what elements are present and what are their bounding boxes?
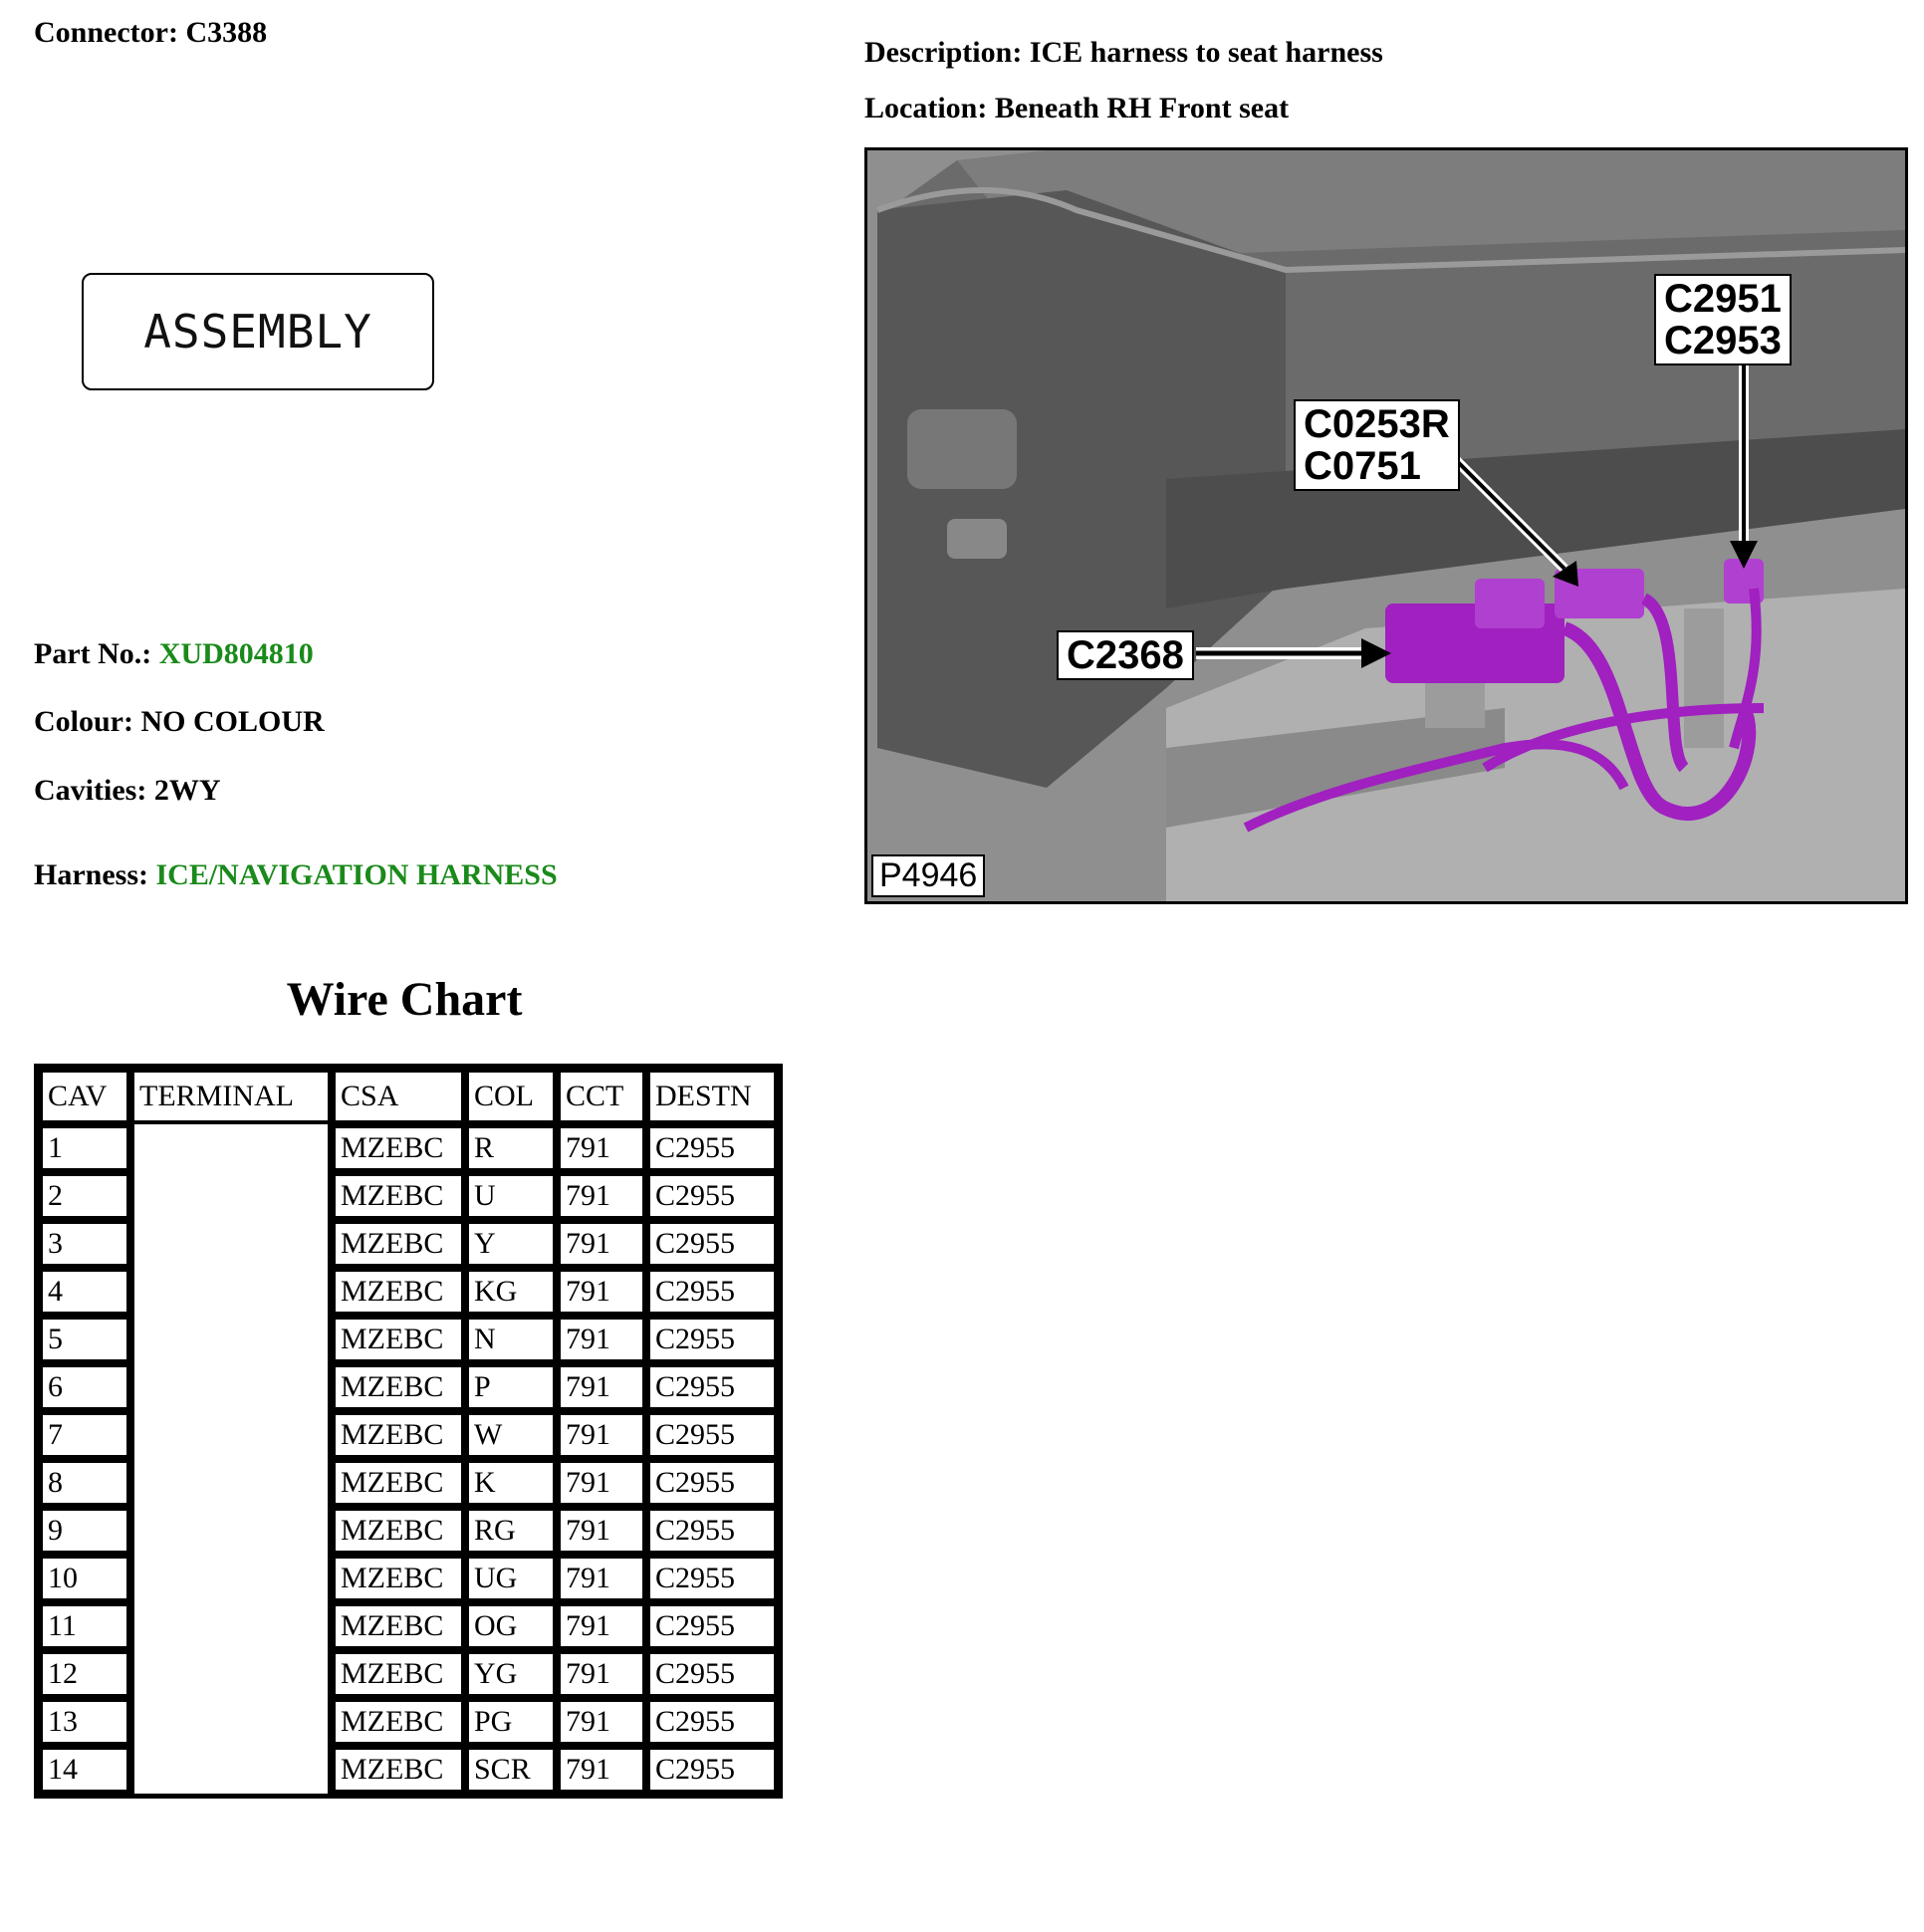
column-header-col: COL — [465, 1069, 557, 1124]
column-header-cct: CCT — [557, 1069, 646, 1124]
table-row — [39, 1268, 778, 1316]
cell-destn: C2955 — [646, 1172, 778, 1220]
cell-cav: 10 — [39, 1555, 130, 1602]
cell-cct: 791 — [557, 1698, 646, 1746]
cell-cav: 6 — [39, 1363, 130, 1411]
wire-chart-header-row — [39, 1069, 778, 1124]
cell-csa: MZEBC — [332, 1555, 465, 1602]
description-value: ICE harness to seat harness — [1029, 36, 1383, 69]
cell-col: W — [465, 1411, 557, 1459]
cell-terminal — [130, 1650, 332, 1698]
description-label: Description: — [864, 36, 1023, 69]
table-row — [39, 1602, 778, 1650]
cell-terminal — [130, 1268, 332, 1316]
column-header-cav: CAV — [39, 1069, 130, 1124]
cell-cct: 791 — [557, 1363, 646, 1411]
cell-terminal — [130, 1507, 332, 1555]
cell-col: N — [465, 1316, 557, 1363]
part-no-label: Part No.: — [34, 637, 152, 670]
connector-label: Connector: — [34, 16, 178, 49]
cell-cct: 791 — [557, 1268, 646, 1316]
cell-cav: 13 — [39, 1698, 130, 1746]
colour-field — [34, 705, 325, 739]
cell-destn: C2955 — [646, 1650, 778, 1698]
wire-chart-body — [39, 1124, 778, 1794]
table-row — [39, 1316, 778, 1363]
cell-cav: 8 — [39, 1459, 130, 1507]
cell-destn: C2955 — [646, 1459, 778, 1507]
cell-csa: MZEBC — [332, 1746, 465, 1794]
cell-col: Y — [465, 1220, 557, 1268]
cell-col: SCR — [465, 1746, 557, 1794]
cell-terminal — [130, 1411, 332, 1459]
cell-csa: MZEBC — [332, 1220, 465, 1268]
cell-col: YG — [465, 1650, 557, 1698]
callout-c2368[interactable]: C2368 — [1057, 630, 1194, 680]
cell-csa: MZEBC — [332, 1650, 465, 1698]
cell-col: UG — [465, 1555, 557, 1602]
cell-cct: 791 — [557, 1411, 646, 1459]
location-label: Location: — [864, 92, 988, 124]
cell-cct: 791 — [557, 1650, 646, 1698]
cell-cav: 1 — [39, 1124, 130, 1172]
assembly-box — [82, 273, 434, 390]
table-row — [39, 1555, 778, 1602]
cavities-value: 2WY — [153, 774, 221, 807]
table-row — [39, 1507, 778, 1555]
table-row — [39, 1411, 778, 1459]
cell-col: R — [465, 1124, 557, 1172]
cell-cct: 791 — [557, 1124, 646, 1172]
cell-terminal — [130, 1363, 332, 1411]
cell-destn: C2955 — [646, 1363, 778, 1411]
table-row — [39, 1459, 778, 1507]
cell-cav: 5 — [39, 1316, 130, 1363]
cell-col: U — [465, 1172, 557, 1220]
table-row — [39, 1363, 778, 1411]
cell-cav: 9 — [39, 1507, 130, 1555]
cell-terminal — [130, 1316, 332, 1363]
callout-c2951-c2953[interactable]: C2951 C2953 — [1654, 274, 1792, 365]
figure-id: P4946 — [871, 854, 985, 897]
cell-csa: MZEBC — [332, 1268, 465, 1316]
cavities-label: Cavities: — [34, 774, 147, 807]
cell-destn: C2955 — [646, 1316, 778, 1363]
cell-destn: C2955 — [646, 1698, 778, 1746]
cell-terminal — [130, 1124, 332, 1172]
cell-csa: MZEBC — [332, 1124, 465, 1172]
colour-value: NO COLOUR — [140, 705, 325, 738]
cell-destn: C2955 — [646, 1507, 778, 1555]
cell-terminal — [130, 1746, 332, 1794]
part-no-field — [34, 637, 314, 671]
cell-col: OG — [465, 1602, 557, 1650]
cell-col: P — [465, 1363, 557, 1411]
cell-terminal — [130, 1698, 332, 1746]
cell-cav: 3 — [39, 1220, 130, 1268]
cell-terminal — [130, 1602, 332, 1650]
seat-illustration — [867, 150, 1905, 901]
cavities-field — [34, 774, 220, 808]
cell-csa: MZEBC — [332, 1172, 465, 1220]
wire-chart-title: Wire Chart — [286, 973, 523, 1026]
cell-cct: 791 — [557, 1746, 646, 1794]
cell-col: K — [465, 1459, 557, 1507]
column-header-terminal: TERMINAL — [130, 1069, 332, 1124]
cell-terminal — [130, 1555, 332, 1602]
cell-csa: MZEBC — [332, 1459, 465, 1507]
callout-c0253r-c0751[interactable]: C0253R C0751 — [1294, 399, 1460, 491]
cell-cct: 791 — [557, 1220, 646, 1268]
cell-cav: 4 — [39, 1268, 130, 1316]
cell-cav: 11 — [39, 1602, 130, 1650]
connector-field — [34, 16, 267, 50]
column-header-destn: DESTN — [646, 1069, 778, 1124]
cell-csa: MZEBC — [332, 1411, 465, 1459]
part-no-value[interactable]: XUD804810 — [158, 637, 314, 670]
cell-cct: 791 — [557, 1459, 646, 1507]
column-header-csa: CSA — [332, 1069, 465, 1124]
cell-col: RG — [465, 1507, 557, 1555]
harness-field — [34, 858, 558, 892]
cell-cct: 791 — [557, 1172, 646, 1220]
colour-label: Colour: — [34, 705, 133, 738]
cell-destn: C2955 — [646, 1746, 778, 1794]
cell-terminal — [130, 1220, 332, 1268]
wire-chart-table — [34, 1064, 783, 1799]
cell-destn: C2955 — [646, 1602, 778, 1650]
cell-csa: MZEBC — [332, 1602, 465, 1650]
harness-value[interactable]: ICE/NAVIGATION HARNESS — [155, 858, 558, 891]
table-row — [39, 1746, 778, 1794]
cell-cav: 7 — [39, 1411, 130, 1459]
cell-terminal — [130, 1459, 332, 1507]
location-value: Beneath RH Front seat — [994, 92, 1290, 124]
cell-cct: 791 — [557, 1555, 646, 1602]
cell-col: KG — [465, 1268, 557, 1316]
cell-destn: C2955 — [646, 1555, 778, 1602]
cell-destn: C2955 — [646, 1220, 778, 1268]
cell-cav: 12 — [39, 1650, 130, 1698]
table-row — [39, 1650, 778, 1698]
location-figure — [864, 147, 1908, 904]
cell-destn: C2955 — [646, 1124, 778, 1172]
cell-destn: C2955 — [646, 1268, 778, 1316]
cell-csa: MZEBC — [332, 1363, 465, 1411]
location-field — [864, 92, 1289, 125]
cell-csa: MZEBC — [332, 1507, 465, 1555]
cell-cct: 791 — [557, 1602, 646, 1650]
cell-cav: 2 — [39, 1172, 130, 1220]
table-row — [39, 1698, 778, 1746]
cell-cct: 791 — [557, 1507, 646, 1555]
table-row — [39, 1220, 778, 1268]
cell-cav: 14 — [39, 1746, 130, 1794]
assembly-label: ASSEMBLY — [143, 305, 372, 359]
table-row — [39, 1124, 778, 1172]
description-field — [864, 36, 1383, 70]
cell-terminal — [130, 1172, 332, 1220]
connector-value: C3388 — [185, 16, 268, 49]
cell-csa: MZEBC — [332, 1316, 465, 1363]
cell-cct: 791 — [557, 1316, 646, 1363]
harness-label: Harness: — [34, 858, 148, 891]
cell-csa: MZEBC — [332, 1698, 465, 1746]
cell-destn: C2955 — [646, 1411, 778, 1459]
cell-col: PG — [465, 1698, 557, 1746]
table-row — [39, 1172, 778, 1220]
